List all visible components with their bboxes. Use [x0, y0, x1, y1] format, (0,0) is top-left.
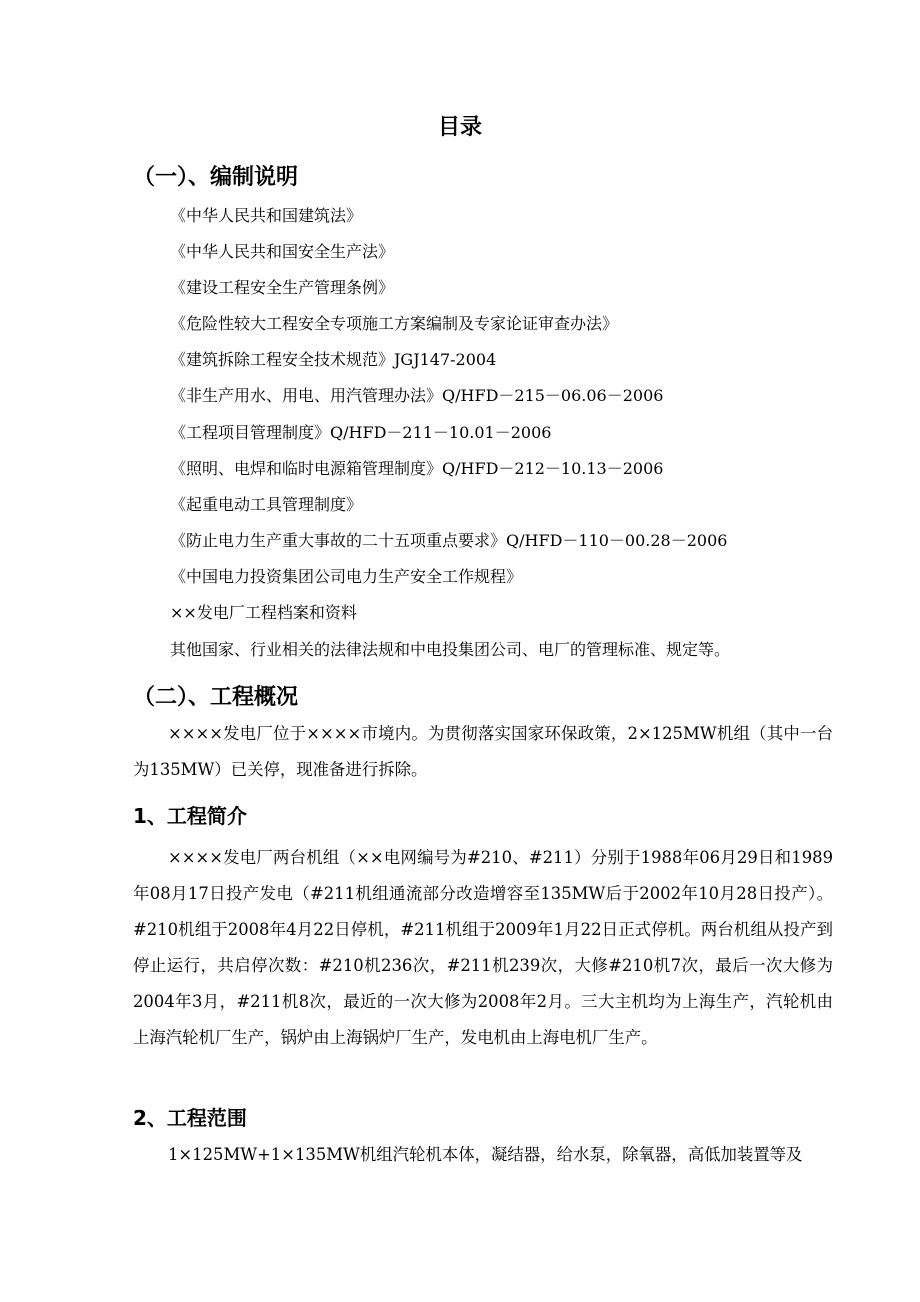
- reference-item: 《建筑拆除工程安全技术规范》JGJ147-2004: [170, 350, 497, 369]
- reference-item: 《防止电力生产重大事故的二十五项重点要求》Q/HFD－110－00.28－2006: [170, 531, 728, 550]
- reference-item: 《工程项目管理制度》Q/HFD－211－10.01－2006: [170, 423, 552, 442]
- reference-item: 《危险性较大工程安全专项施工方案编制及专家论证审查办法》: [170, 314, 619, 333]
- scope-paragraph: 1×125MW+1×135MW机组汽轮机本体，凝结器，给水泵，除氧器，高低加装置等及: [168, 1145, 803, 1164]
- reference-item: 《中国电力投资集团公司电力生产安全工作规程》: [170, 567, 523, 586]
- introduction-paragraph: ××××发电厂两台机组（××电网编号为#210、#211）分别于1988年06月29日和1989年08月17日投产发电（#211机组通流部分改造增容至135MW后于2002年10月28日投产）。#210机组于2008年4月22日停机，#211机组于2009年1月22日正式停机。两台机组从投产到停止运行，共启停次数：#210机236次，#211机239次，大修#210机7次，最后一次大修为2004年3月，#211机8次，最近的一次大修为2008年2月。三大主机均为上海生产，汽轮机由上海汽轮机厂生产，锅炉由上海锅炉厂生产，发电机由上海电机厂生产。: [133, 848, 833, 1047]
- reference-item: 《起重电动工具管理制度》: [170, 495, 363, 514]
- reference-item: 《照明、电焊和临时电源箱管理制度》Q/HFD－212－10.13－2006: [170, 459, 664, 478]
- reference-item: 《建设工程安全生产管理条例》: [170, 278, 395, 297]
- subsection-heading-introduction: 1、工程简介: [133, 804, 247, 828]
- reference-item: 《中华人民共和国建筑法》: [170, 206, 363, 225]
- page-title: 目录: [437, 115, 482, 140]
- section-heading-compilation: （一）、编制说明: [133, 165, 299, 190]
- reference-item: 《非生产用水、用电、用汽管理办法》Q/HFD－215－06.06－2006: [170, 386, 664, 405]
- reference-item: 其他国家、行业相关的法律法规和中电投集团公司、电厂的管理标准、规定等。: [170, 640, 731, 659]
- section-heading-overview: （二）、工程概况: [133, 685, 299, 710]
- reference-item: ××发电厂工程档案和资料: [170, 603, 357, 622]
- subsection-heading-scope: 2、工程范围: [133, 1106, 247, 1130]
- overview-paragraph: ××××发电厂位于××××市境内。为贯彻落实国家环保政策，2×125MW机组（其中一台为135MW）已关停，现准备进行拆除。: [133, 724, 833, 779]
- reference-item: 《中华人民共和国安全生产法》: [170, 242, 395, 261]
